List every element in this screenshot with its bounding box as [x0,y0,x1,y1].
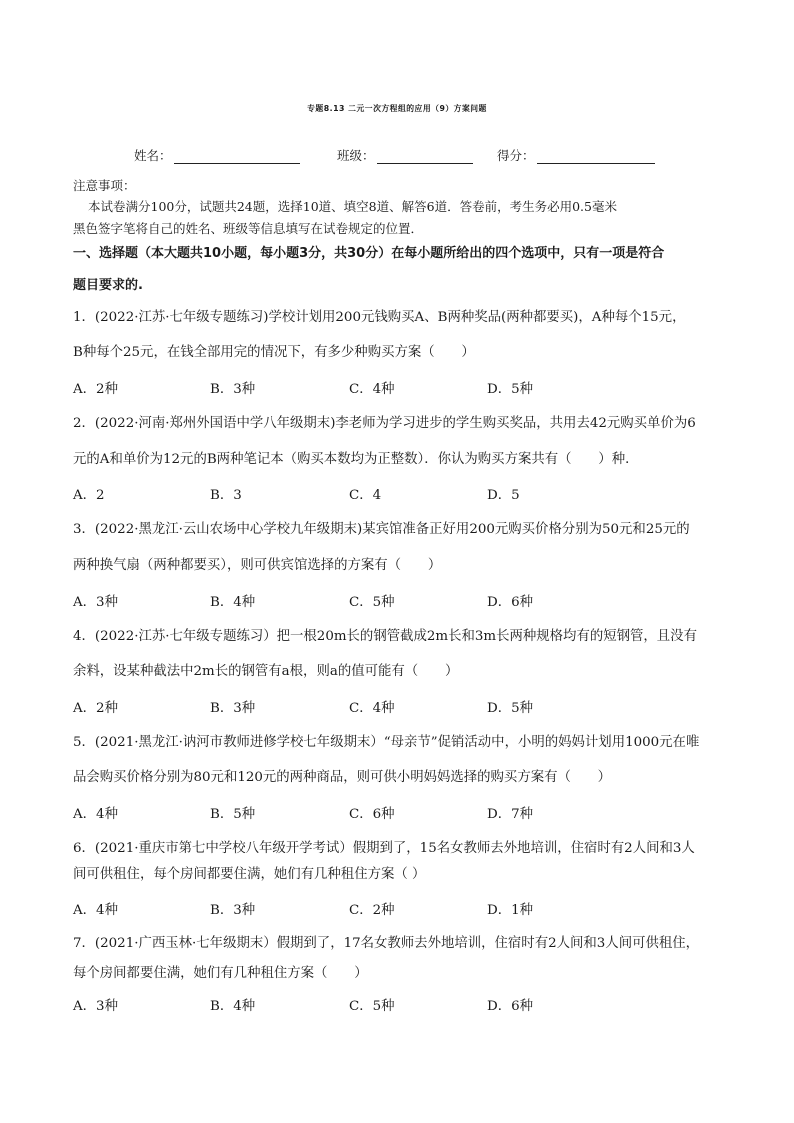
question-7-option-c: C．5种 [349,999,395,1014]
question-4-option-a: A．2种 [73,701,118,716]
question-6-option-d: D．1种 [487,903,534,918]
class-label: 班级： [337,148,375,163]
class-blank-line [377,149,473,164]
question-4-line-1: 4．(2022·江苏·七年级专题练习）把一根20m长的钢管截成2m长和3m长两种规格均有的短钢管，且没有 [73,629,697,644]
question-3-option-a: A．3种 [73,595,118,610]
question-2-option-c: C．4 [349,488,382,503]
question-7-option-b: B．4种 [210,999,256,1014]
score-label: 得分： [497,148,535,163]
question-5-option-d: D．7种 [487,807,534,822]
question-6-line-1: 6．(2021·重庆市第七中学校八年级开学考试）假期到了，15名女教师去外地培训，住宿时有2人间和3人 [73,841,695,856]
question-4-line-2: 余料，设某种截法中2m长的钢管有a根，则a的值可能有（ ） [73,664,459,679]
question-6-option-c: C．2种 [349,903,395,918]
question-1-option-a: A．2种 [73,382,118,397]
question-2-line-1: 2．(2022·河南·郑州外国语中学八年级期末)李老师为学习进步的学生购买奖品，共用去42元购买单价为6 [73,416,696,431]
question-2-line-2: 元的A和单价为12元的B两种笔记本（购买本数均为正整数）．你认为购买方案共有（ ）种． [73,452,639,467]
section-heading-line-2: 题目要求的. [73,278,143,293]
score-blank-line [537,149,655,164]
question-3-option-c: C．5种 [349,595,395,610]
question-7-option-d: D．6种 [487,999,534,1014]
name-field [134,146,300,164]
notice-line-2: 黑色签字笔将自己的姓名、班级等信息填写在试卷规定的位置． [73,221,424,236]
notice-line-1: 本试卷满分100分，试题共24题，选择10道、填空8道、解答6道．答卷前，考生务必用0.5毫米 [88,199,617,214]
question-4-option-c: C．4种 [349,701,395,716]
question-6-option-a: A．4种 [73,903,118,918]
question-5-option-a: A．4种 [73,807,118,822]
question-3-line-1: 3．(2022·黑龙江·云山农场中心学校九年级期末)某宾馆准备正好用200元购买价格分别为50元和25元的 [73,522,690,537]
question-1-option-d: D．5种 [487,382,534,397]
question-2-option-d: D．5 [487,488,520,503]
class-field [337,146,473,164]
question-1-line-1: 1．(2022·江苏·七年级专题练习)学校计划用200元钱购买A、B两种奖品(两种都要买)，A种每个15元， [73,310,686,325]
question-4-option-b: B．3种 [210,701,256,716]
question-1-line-2: B种每个25元，在钱全部用完的情况下，有多少种购买方案（ ） [73,345,475,360]
question-6-line-2: 间可供租住，每个房间都要住满，她们有几种租住方案（ ） [73,867,426,882]
question-1-option-b: B．3种 [210,382,256,397]
name-blank-line [174,149,300,164]
section-heading-line-1: 一、选择题（本大题共10小题，每小题3分，共30分）在每小题所给出的四个选项中，只有一项是符合 [73,246,665,261]
question-7-line-2: 每个房间都要住满，她们有几种租住方案（ ） [73,966,368,981]
question-3-option-d: D．6种 [487,595,534,610]
question-4-option-d: D．5种 [487,701,534,716]
question-2-option-b: B．3 [210,488,242,503]
question-7-option-a: A．3种 [73,999,118,1014]
question-3-option-b: B．4种 [210,595,256,610]
student-info-row [0,146,794,166]
question-5-line-2: 品会购买价格分别为80元和120元的两种商品，则可供小明妈妈选择的购买方案有（ ） [73,770,612,785]
score-field [497,146,655,164]
name-label: 姓名： [134,148,172,163]
question-7-line-1: 7．(2021·广西玉林·七年级期末）假期到了，17名女教师去外地培训，住宿时有2人间和3人间可供租住， [73,936,700,951]
question-2-option-a: A．2 [73,488,105,503]
question-1-option-c: C．4种 [349,382,395,397]
notice-heading: 注意事项： [73,178,136,193]
question-3-line-2: 两种换气扇（两种都要买），则可供宾馆选择的方案有（ ） [73,558,442,573]
question-6-option-b: B．3种 [210,903,256,918]
question-5-option-b: B．5种 [210,807,256,822]
question-5-option-c: C．6种 [349,807,395,822]
question-5-line-1: 5．(2021·黑龙江·讷河市教师进修学校七年级期末）“母亲节”促销活动中，小明的妈妈计划用1000元在唯 [73,735,700,750]
document-title: 专题8.13 二元一次方程组的应用（9）方案问题 [307,104,487,113]
